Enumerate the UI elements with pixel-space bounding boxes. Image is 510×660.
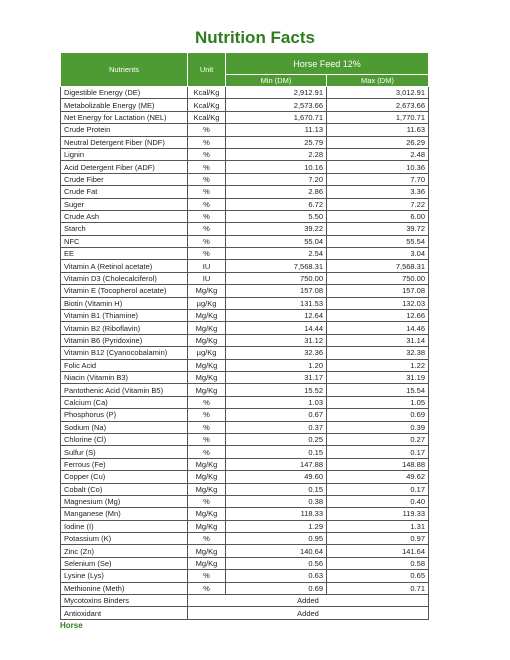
nutrient-name: Antioxidant [61,607,188,619]
table-row [61,111,429,123]
nutrient-name: Crude Fiber [61,173,188,185]
unit-cell: % [188,446,226,458]
table-row [61,322,429,334]
table-row [61,99,429,111]
min-value: 6.72 [226,198,327,210]
max-value: 3.36 [327,186,429,198]
min-value: 39.22 [226,223,327,235]
unit-cell: % [188,570,226,582]
nutrient-name: Metabolizable Energy (ME) [61,99,188,111]
nutrient-name: Sulfur (S) [61,446,188,458]
table-row [61,396,429,408]
nutrient-name: Crude Protein [61,124,188,136]
min-value: 131.53 [226,297,327,309]
table-row [61,607,429,619]
table-row [61,495,429,507]
max-value: 3.04 [327,248,429,260]
nutrient-name: Vitamin B6 (Pyridoxine) [61,334,188,346]
unit-cell: % [188,148,226,160]
min-value: 140.64 [226,545,327,557]
max-value: 0.27 [327,433,429,445]
table-row [61,446,429,458]
nutrient-name: NFC [61,235,188,247]
table-row [61,483,429,495]
max-value: 0.97 [327,533,429,545]
max-value: 26.29 [327,136,429,148]
unit-cell: Mg/Kg [188,545,226,557]
max-value: 148.88 [327,458,429,470]
max-value: 12.66 [327,310,429,322]
min-value: 2.28 [226,148,327,160]
min-value: 31.12 [226,334,327,346]
nutrition-table [60,52,429,620]
table-row [61,186,429,198]
min-value: 750.00 [226,272,327,284]
table-row [61,260,429,272]
nutrient-name: Pantothenic Acid (Vitamin B5) [61,384,188,396]
unit-cell: Mg/Kg [188,322,226,334]
max-value: 2,673.66 [327,99,429,111]
nutrient-name: Digestible Energy (DE) [61,87,188,99]
table-row [61,557,429,569]
max-value: 49.62 [327,471,429,483]
max-value: 10.36 [327,161,429,173]
table-row [61,235,429,247]
unit-cell: % [188,186,226,198]
nutrient-name: Iodine (I) [61,520,188,532]
nutrient-name: Lignin [61,148,188,160]
table-row [61,409,429,421]
table-row [61,471,429,483]
min-value: 25.79 [226,136,327,148]
min-value: 7.20 [226,173,327,185]
unit-cell: IU [188,272,226,284]
table-row [61,310,429,322]
header-unit: Unit [188,53,226,87]
unit-cell: % [188,173,226,185]
max-value: 32.38 [327,347,429,359]
nutrient-name: Phosphorus (P) [61,409,188,421]
nutrient-name: Potassium (K) [61,533,188,545]
min-value: 2.54 [226,248,327,260]
table-row [61,458,429,470]
unit-cell: % [188,223,226,235]
max-value: 31.14 [327,334,429,346]
added-value: Added [188,607,429,619]
max-value: 2.48 [327,148,429,160]
table-row [61,421,429,433]
table-row [61,545,429,557]
unit-cell: Mg/Kg [188,371,226,383]
nutrient-name: Chlorine (Cl) [61,433,188,445]
table-row [61,508,429,520]
table-row [61,124,429,136]
table-row [61,520,429,532]
min-value: 1,670.71 [226,111,327,123]
table-row [61,136,429,148]
max-value: 11.63 [327,124,429,136]
max-value: 119.33 [327,508,429,520]
nutrient-name: Acid Detergent Fiber (ADF) [61,161,188,173]
header-product: Horse Feed 12% [226,53,429,75]
min-value: 2,912.91 [226,87,327,99]
max-value: 0.65 [327,570,429,582]
min-value: 31.17 [226,371,327,383]
max-value: 6.00 [327,210,429,222]
max-value: 1.31 [327,520,429,532]
min-value: 0.37 [226,421,327,433]
min-value: 0.38 [226,495,327,507]
nutrient-name: Vitamin B1 (Thiamine) [61,310,188,322]
unit-cell: µg/Kg [188,347,226,359]
nutrient-name: Ferrous (Fe) [61,458,188,470]
nutrient-name: Copper (Cu) [61,471,188,483]
nutrient-name: Lysine (Lys) [61,570,188,582]
table-body [61,87,429,620]
nutrient-name: Selenium (Se) [61,557,188,569]
nutrient-name: Zinc (Zn) [61,545,188,557]
min-value: 5.50 [226,210,327,222]
unit-cell: Mg/Kg [188,285,226,297]
max-value: 1.05 [327,396,429,408]
unit-cell: IU [188,260,226,272]
unit-cell: % [188,210,226,222]
min-value: 10.16 [226,161,327,173]
min-value: 1.03 [226,396,327,408]
table-row [61,210,429,222]
nutrient-name: Vitamin D3 (Cholecalciferol) [61,272,188,284]
table-row [61,248,429,260]
max-value: 7.70 [327,173,429,185]
max-value: 0.39 [327,421,429,433]
header-min: Min (DM) [226,75,327,87]
min-value: 55.04 [226,235,327,247]
unit-cell: Mg/Kg [188,384,226,396]
min-value: 14.44 [226,322,327,334]
min-value: 12.64 [226,310,327,322]
table-row [61,297,429,309]
unit-cell: % [188,396,226,408]
nutrient-name: Cobalt (Co) [61,483,188,495]
min-value: 0.63 [226,570,327,582]
unit-cell: % [188,421,226,433]
table-row [61,582,429,594]
table-row [61,285,429,297]
unit-cell: % [188,198,226,210]
table-row [61,371,429,383]
page-title: Nutrition Facts [195,28,315,47]
max-value: 157.08 [327,285,429,297]
table-row [61,570,429,582]
table-row [61,272,429,284]
unit-cell: Mg/Kg [188,520,226,532]
max-value: 0.17 [327,446,429,458]
max-value: 7.22 [327,198,429,210]
min-value: 2.86 [226,186,327,198]
table-row [61,173,429,185]
table-row [61,161,429,173]
nutrient-name: Crude Fat [61,186,188,198]
table-row [61,347,429,359]
nutrient-name: Neutral Detergent Fiber (NDF) [61,136,188,148]
nutrient-name: Vitamin E (Tocopherol acetate) [61,285,188,297]
unit-cell: Kcal/Kg [188,99,226,111]
table-row [61,595,429,607]
max-value: 0.17 [327,483,429,495]
max-value: 141.64 [327,545,429,557]
nutrient-name: Vitamin B2 (Riboflavin) [61,322,188,334]
min-value: 15.52 [226,384,327,396]
max-value: 1.22 [327,359,429,371]
min-value: 49.60 [226,471,327,483]
max-value: 3,012.91 [327,87,429,99]
unit-cell: µg/Kg [188,297,226,309]
nutrient-name: Magnesium (Mg) [61,495,188,507]
unit-cell: Mg/Kg [188,508,226,520]
max-value: 0.40 [327,495,429,507]
unit-cell: % [188,136,226,148]
min-value: 0.15 [226,483,327,495]
nutrient-name: EE [61,248,188,260]
max-value: 0.69 [327,409,429,421]
nutrient-name: Starch [61,223,188,235]
unit-cell: % [188,495,226,507]
table-row [61,198,429,210]
max-value: 0.71 [327,582,429,594]
min-value: 1.20 [226,359,327,371]
unit-cell: Mg/Kg [188,310,226,322]
max-value: 55.54 [327,235,429,247]
nutrient-name: Manganese (Mn) [61,508,188,520]
max-value: 15.54 [327,384,429,396]
table-row [61,384,429,396]
unit-cell: % [188,235,226,247]
max-value: 7,568.31 [327,260,429,272]
min-value: 0.95 [226,533,327,545]
min-value: 157.08 [226,285,327,297]
nutrient-name: Vitamin B12 (Cyanocobalamin) [61,347,188,359]
max-value: 1,770.71 [327,111,429,123]
min-value: 0.15 [226,446,327,458]
min-value: 11.13 [226,124,327,136]
max-value: 132.03 [327,297,429,309]
min-value: 0.56 [226,557,327,569]
min-value: 0.25 [226,433,327,445]
table-row [61,533,429,545]
max-value: 14.46 [327,322,429,334]
nutrient-name: Vitamin A (Retinol acetate) [61,260,188,272]
unit-cell: % [188,433,226,445]
nutrient-name: Calcium (Ca) [61,396,188,408]
min-value: 0.69 [226,582,327,594]
table-row [61,433,429,445]
unit-cell: Mg/Kg [188,334,226,346]
nutrient-name: Niacin (Vitamin B3) [61,371,188,383]
nutrient-name: Net Energy for Lactation (NEL) [61,111,188,123]
unit-cell: Kcal/Kg [188,111,226,123]
table-row [61,223,429,235]
unit-cell: Mg/Kg [188,458,226,470]
unit-cell: % [188,409,226,421]
min-value: 118.33 [226,508,327,520]
min-value: 7,568.31 [226,260,327,272]
unit-cell: % [188,533,226,545]
nutrient-name: Mycotoxins Binders [61,595,188,607]
header-max: Max (DM) [327,75,429,87]
unit-cell: Mg/Kg [188,483,226,495]
nutrient-name: Biotin (Vitamin H) [61,297,188,309]
min-value: 32.36 [226,347,327,359]
min-value: 2,573.66 [226,99,327,111]
max-value: 0.58 [327,557,429,569]
max-value: 750.00 [327,272,429,284]
min-value: 0.67 [226,409,327,421]
max-value: 39.72 [327,223,429,235]
unit-cell: Kcal/Kg [188,87,226,99]
table-row [61,87,429,99]
unit-cell: Mg/Kg [188,557,226,569]
unit-cell: % [188,248,226,260]
nutrient-name: Suger [61,198,188,210]
min-value: 1.29 [226,520,327,532]
min-value: 147.88 [226,458,327,470]
table-row [61,334,429,346]
added-value: Added [188,595,429,607]
unit-cell: % [188,582,226,594]
table-row [61,359,429,371]
nutrient-name: Sodium (Na) [61,421,188,433]
table-row [61,148,429,160]
header-nutrients: Nutrients [61,53,188,87]
nutrient-name: Crude Ash [61,210,188,222]
footer-label: Horse [60,621,83,630]
nutrient-name: Folic Acid [61,359,188,371]
nutrient-name: Methionine (Meth) [61,582,188,594]
unit-cell: % [188,161,226,173]
unit-cell: Mg/Kg [188,471,226,483]
unit-cell: % [188,124,226,136]
unit-cell: Mg/Kg [188,359,226,371]
max-value: 31.19 [327,371,429,383]
